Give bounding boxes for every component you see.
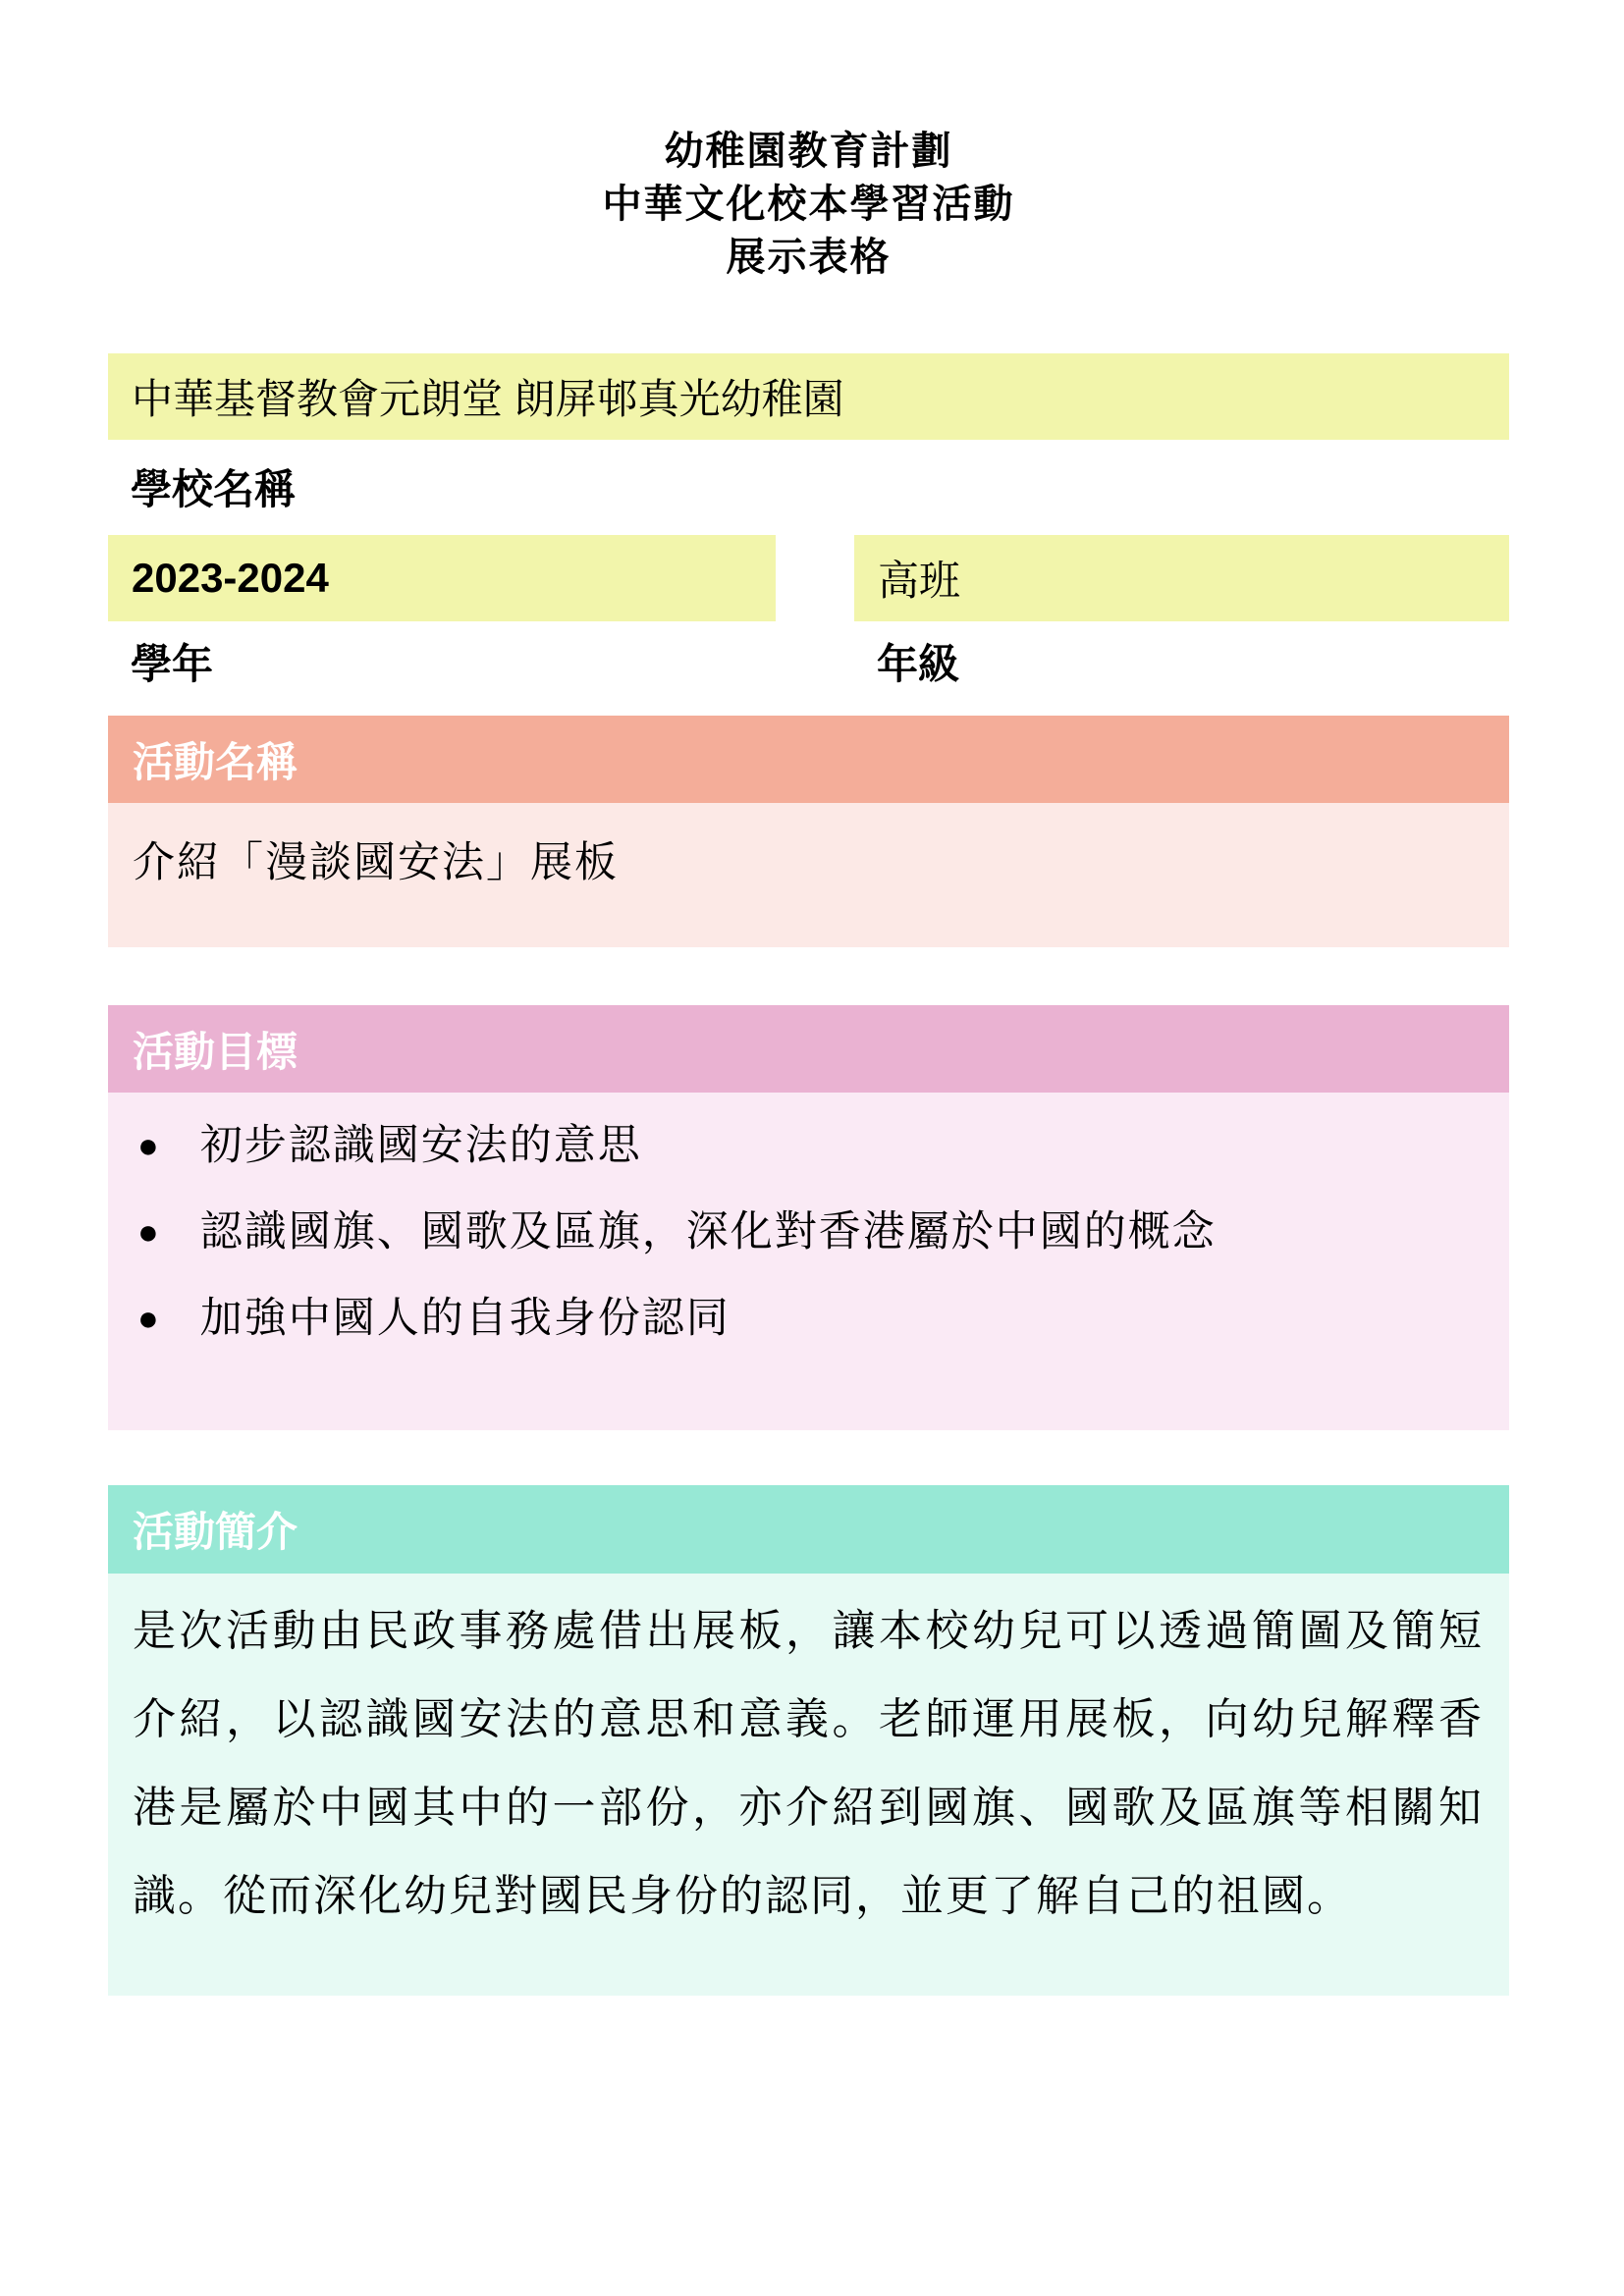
year-grade-row [108, 535, 1509, 621]
activity-name-section [108, 716, 1509, 947]
objective-item [137, 1189, 1485, 1275]
page-title-line-3: 展示表格 [726, 236, 892, 279]
objective-item [137, 1102, 1485, 1189]
page-title-line-1: 幼稚園教育計劃 [664, 130, 953, 173]
bullet-icon: ● [137, 1211, 161, 1252]
year-grade-labels-row [108, 621, 1509, 688]
grade-label: 年級 [877, 641, 960, 687]
intro-text: 是次活動由民政事務處借出展板，讓本校幼兒可以透過簡圖及簡短介紹，以認識國安法的意思和意義。老師運用展板，向幼兒解釋香港是屬於中國其中的一部份，亦介紹到國旗、國歌及區旗等相關知識。從而深化幼兒對國民身份的認同，並更了解自己的祖國。 [133, 1607, 1484, 1920]
objective-text: 加強中國人的自我身份認同 [199, 1295, 731, 1342]
objectives-section [108, 1005, 1509, 1430]
school-year-value: 2023-2024 [132, 555, 329, 601]
objective-item [137, 1275, 1485, 1362]
school-name-value: 中華基督教會元朗堂 朗屏邨真光幼稚園 [132, 376, 844, 422]
year-label-cell [108, 621, 854, 688]
grade-value: 高班 [878, 558, 961, 604]
activity-name-value: 介紹「漫談國安法」展板 [133, 839, 619, 886]
objectives-body [108, 1093, 1509, 1430]
objectives-header: 活動目標 [108, 1005, 1509, 1093]
intro-section [108, 1485, 1509, 1996]
grade-label-cell [854, 621, 1509, 688]
page-title-line-2: 中華文化校本學習活動 [602, 183, 1015, 226]
school-name-label: 學校名稱 [131, 466, 297, 512]
school-year-label: 學年 [131, 641, 214, 687]
intro-body [108, 1574, 1509, 1996]
bullet-icon: ● [137, 1125, 161, 1165]
objective-text: 初步認識國安法的意思 [199, 1122, 642, 1169]
activity-name-body [108, 803, 1509, 947]
school-year-box [108, 535, 776, 621]
school-name-banner [108, 353, 1509, 440]
objective-text: 認識國旗、國歌及區旗，深化對香港屬於中國的概念 [199, 1208, 1217, 1255]
page-title [108, 0, 1509, 284]
grade-box [854, 535, 1509, 621]
bullet-icon: ● [137, 1298, 161, 1338]
intro-header: 活動簡介 [108, 1485, 1509, 1574]
activity-name-header: 活動名稱 [108, 716, 1509, 803]
